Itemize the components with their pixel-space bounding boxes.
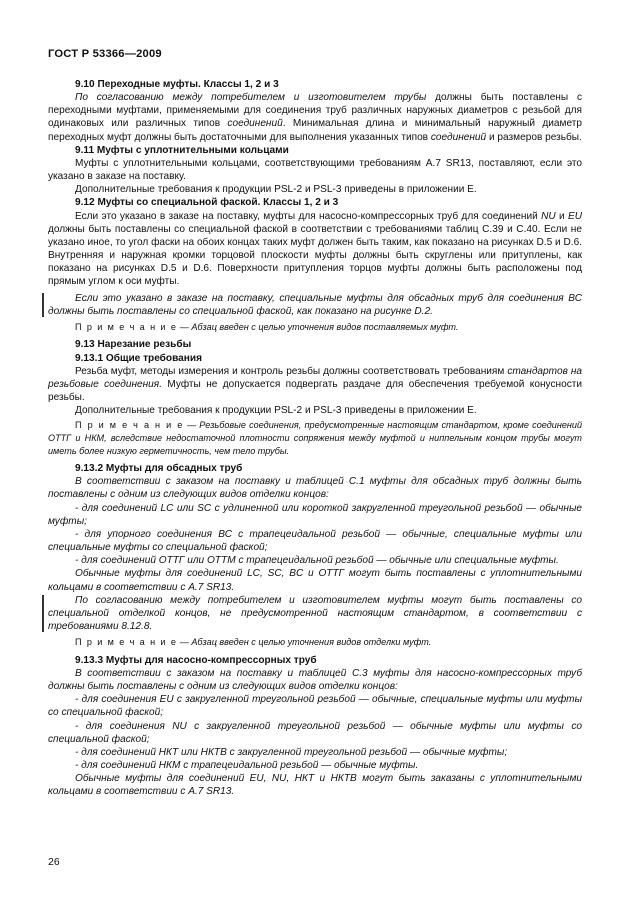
section-9-12-note (48, 321, 582, 334)
text-span: соединений (430, 131, 487, 143)
document-body (48, 78, 582, 798)
section-9-13-1-paragraph-2: Дополнительные требования к продукции PSL-2 и PSL-3 приведены в приложении Е. (75, 405, 477, 417)
section-9-13-3-paragraph-1: В соответствии с заказом на поставку и таблицей С.3 муфты для насосно-компрессорных труб должны быть поставлены с одним из следующих видов отделки концов: (48, 667, 582, 693)
section-9-10-heading: 9.10 Переходные муфты. Классы 1, 2 и 3 (75, 79, 279, 90)
section-9-11-heading: 9.11 Муфты с уплотнительными кольцами (75, 144, 289, 156)
note-text: — Абзац введен с целью уточнения видов поставляемых муфт. (177, 321, 459, 332)
text-span: . Минимальная длина и минимальный наружный диаметр переходных муфт должны быть достаточными для выполнения указанных типов (48, 118, 582, 143)
page-number: 26 (48, 856, 60, 868)
text-span: должны быть поставлены со специальной фаской в соответствии с требованиями таблиц С.39 и С.40. Если не указано иное, то угол фаски на обоих концах таких муфт должен быть таким, как показано на рисунках D.5 и D.6. Внутренняя и наружная кромки торцовой плоскости муфты должны быть скруглены или притуплены, как показано на рисунках D.5 и D.6. Поверхности притупления торцов муфты должны быть расположены под прямым углом к оси муфты. (48, 223, 582, 288)
section-9-13-2-paragraph-3: По согласованию между потребителем и изготовителем муфты могут быть поставлены со специальной отделкой концов, не предусмотренной настоящим стандартом, в соответствии с требованиями 8.12.8. (48, 594, 582, 632)
text-span: должны быть поставлены с переходными муфтами, применяемыми для соединения труб различных наружных диаметров с резьбой для одинаковых или различных типов (48, 92, 582, 130)
note-text: — Резьбовые соединения, предусмотренные настоящим стандартом, кроме соединений ОТТГ и НКМ, вследствие недостаточной плотности сопряжения между муфтой и ниппельным концом трубы могут иметь более низкую герметичность, чем тело трубы. (48, 420, 583, 456)
note-label: П р и м е ч а н и е (75, 637, 178, 648)
section-9-11-paragraph-1: Муфты с уплотнительными кольцами, соответствующими требованиям А.7 SR13, поставляют, если это указано в заказе на поставку. (48, 157, 582, 183)
text-span: Муфты не допускается подвергать раздаче для обеспечения требуемой конусности резьбы. (48, 378, 583, 404)
section-9-13-2-note (48, 636, 582, 649)
text-span: По согласованию между потребителем и изготовителем трубы (75, 92, 427, 104)
text-span: EU (567, 210, 582, 222)
section-9-13-3-paragraph-2: Обычные муфты для соединений EU, NU, НКТ и НКТВ могут быть заказаны с уплотнительными кольцами в соответствии с А.7 SR13. (48, 773, 582, 798)
section-9-13-1-heading: 9.13.1 Общие требования (75, 352, 202, 364)
section-9-13-2-paragraph-2: Обычные муфты для соединений LC, SC, BC и ОТТГ могут быть поставлены с уплотнительными кольцами в соответствии с А.7 SR13. (48, 568, 582, 593)
section-9-13-1-note (48, 419, 582, 457)
text-span: и размеров резьбы. (486, 131, 582, 143)
section-9-13-3-item-3: - для соединений НКТ или НКТВ с закругленной треугольной резьбой — обычные муфты; (75, 746, 508, 758)
note-label: П р и м е ч а н и е (75, 420, 184, 431)
text-span: Если это указано в заказе на поставку, муфты для насосно-компрессорных труб для соединений (75, 210, 542, 222)
section-9-10-paragraph (48, 91, 582, 144)
section-9-13-2-item-3: - для соединений ОТТГ или ОТТМ с трапецеидальной резьбой — обычные или специальные муфты. (75, 555, 559, 567)
section-9-13-3-item-1: - для соединения EU с закругленной треугольной резьбой — обычные, специальные муфты или муфты со специальной фаской; (48, 694, 582, 719)
section-9-12-paragraph-2: Если это указано в заказе на поставку, специальные муфты для обсадных труб для соединения ВС должны быть поставлены со специальной фаской, как показано на рисунке D.2. (48, 292, 582, 317)
section-9-11-paragraph-2: Дополнительные требования к продукции PSL-2 и PSL-3 приведены в приложении Е. (75, 184, 477, 196)
section-9-13-2-paragraph-1: В соответствии с заказом на поставку и таблицей С.1 муфты для обсадных труб должны быть поставлены с одним из следующих видов отделки концов: (48, 476, 582, 501)
section-9-12-heading: 9.12 Муфты со специальной фаской. Классы 1, 2 и 3 (75, 197, 339, 209)
document-header: ГОСТ Р 53366—2009 (48, 48, 162, 60)
section-9-13-3-heading: 9.13.3 Муфты для насосно-компрессорных труб (75, 654, 317, 666)
section-9-13-2-item-2: - для упорного соединения ВС с трапецеидальной резьбой — обычные, специальные муфты или специальные муфты со специальной фаской; (48, 528, 582, 554)
text-span: и (555, 210, 568, 222)
note-label: П р и м е ч а н и е (75, 321, 178, 332)
text-span: Резьба муфт, методы измерения и контроль резьбы должны соответствовать требованиям (75, 365, 508, 377)
section-9-13-1-paragraph-1 (48, 365, 582, 404)
text-span: NU (541, 210, 556, 222)
section-9-13-2-item-1: - для соединений LC или SC с удлиненной или короткой закругленной треугольной резьбой — обычные муфты; (48, 502, 582, 527)
section-9-13-heading: 9.13 Нарезание резьбы (75, 339, 192, 351)
text-span: соединений (227, 118, 283, 130)
note-text: — Абзац введен с целью уточнения видов отделки муфт. (177, 637, 432, 648)
section-9-13-3-item-2: - для соединения NU с закругленной треугольной резьбой — обычные муфты или муфты со специальной фаской; (48, 720, 582, 745)
section-9-12-paragraph-1 (48, 210, 582, 289)
text-span: стандартов на резьбовые соединения. (48, 365, 582, 390)
section-9-13-3-item-4: - для соединений НКМ с трапецеидальной резьбой — обычные муфты. (75, 760, 419, 771)
section-9-13-2-heading: 9.13.2 Муфты для обсадных труб (75, 463, 243, 475)
